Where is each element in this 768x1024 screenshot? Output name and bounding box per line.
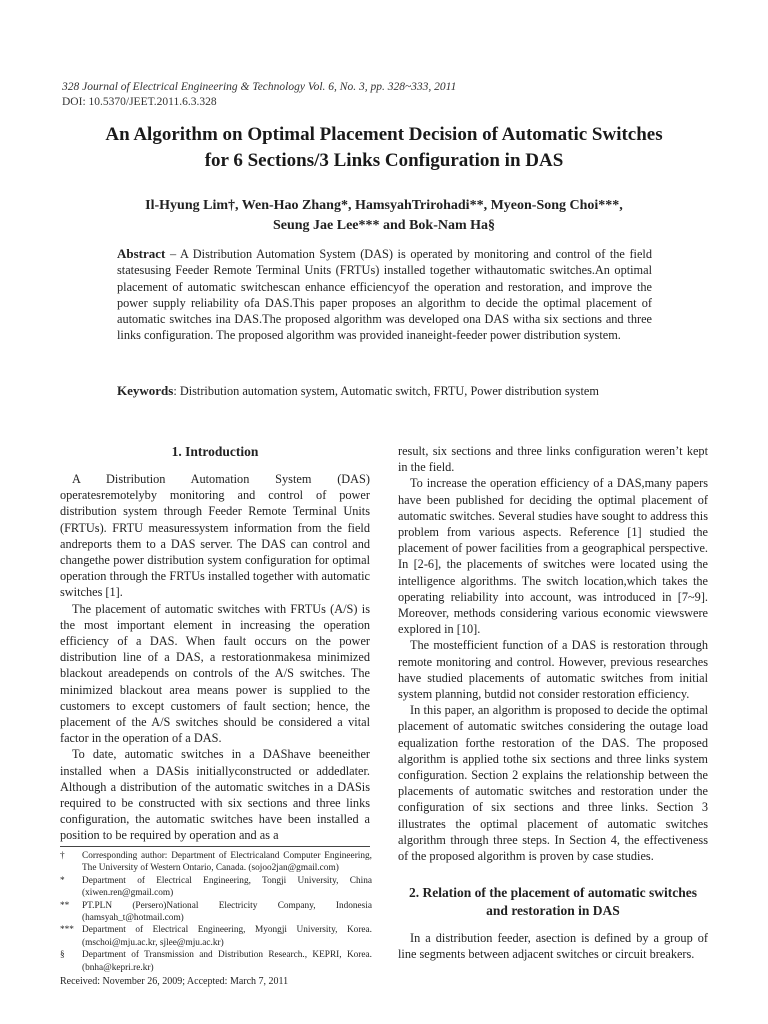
author-list	[60, 196, 708, 236]
intro-paragraph-2: The placement of automatic switches with FRTUs (A/S) is the most important element in increasing the operation efficiency of a DAS. When fault occurs on the power distribution line of a DAS, a restorationmakesa minimized blackout areadepends on controls of the A/S switches. The minimized blackout area means power is supplied to the customers to except customers of fault section; hence, the placement of the A/S switches should be considered a vital factor in the operation of a DAS.	[60, 601, 370, 746]
keywords-label: Keywords	[117, 383, 174, 398]
section-2-heading-line-2: and restoration in DAS	[486, 903, 620, 919]
left-column	[60, 443, 370, 844]
abstract-label: Abstract	[117, 246, 166, 261]
journal-header	[62, 80, 456, 110]
footnote-item	[60, 924, 372, 949]
footnotes	[60, 850, 372, 988]
authors-line-2: Seung Jae Lee*** and Bok-Nam Ha§	[272, 218, 496, 233]
footnote-text: PT.PLN (Persero)National Electricity Company, Indonesia (hamsyah_t@hotmail.com)	[82, 900, 372, 924]
title-line-1: An Algorithm on Optimal Placement Decision of Automatic Switches	[105, 124, 663, 145]
journal-citation: 328 Journal of Electrical Engineering & Technology Vol. 6, No. 3, pp. 328~333, 2011	[62, 81, 457, 93]
footnote-mark: †	[60, 851, 65, 861]
doi: DOI: 10.5370/JEET.2011.6.3.328	[62, 96, 217, 108]
footnote-item	[60, 900, 372, 925]
intro-paragraph-5: The mostefficient function of a DAS is restoration through remote monitoring and control. However, previous researches have studied placements of automatic switches from initial system planning, butdid not consider restoration efficiency.	[398, 638, 708, 702]
footnote-mark: ***	[60, 925, 74, 936]
intro-paragraph-1: A Distribution Automation System (DAS) operatesremotelyby monitoring and control of power distribution system through Feeder Remote Terminal Units (FRTUs). FRTU measuressystem information from the field andreports them to a DAS server. The DAS can control and changethe power distribution system configuration for optimal operation through the FRTUs installed together with automatic switches [1].	[60, 472, 370, 600]
footnote-item	[60, 949, 372, 974]
abstract-text: – A Distribution Automation System (DAS) is operated by monitoring and control of the field statesusing Feeder Remote Terminal Units (FRTUs) installed together withautomatic switches.An optimal placement of automatic switchescan enhance efficiencyof the operation and restoration, and improve the power supply reliability ofa DAS.This paper proposes an algorithm to decide the optimal placement of automatic switches ina DAS.The proposed algorithm was developed ona DAS witha six sections and three links configuration. The proposed algorithm was provided inaneight-feeder power distribution system.	[117, 247, 652, 343]
footnote-mark: *	[60, 875, 65, 886]
title-line-2: for 6 Sections/3 Links Configuration in DAS	[204, 150, 564, 171]
intro-paragraph-6: In this paper, an algorithm is proposed to decide the optimal placement of automatic switches considering the outage load equalization forthe restoration of the DAS. The proposed algorithm is applied tothe six sections and three links system configuration. Section 2 explains the relationship between the placements of automatic switches and restoration under the configuration of six sections and three links. Section 3 illustrates the optimal placement of automatic switches algorithm through three steps. In Section 4, the effectiveness of the proposed algorithm is proven by case studies.	[398, 703, 708, 864]
authors-line-1: Il-Hyung Lim†, Wen-Hao Zhang*, HamsyahTrirohadi**, Myeon-Song Choi***,	[145, 198, 623, 213]
received-dates: Received: November 26, 2009; Accepted: March 7, 2011	[60, 976, 289, 988]
footnote-text: Corresponding author: Department of Electricaland Computer Engineering, The University of Western Ontario, Canada. (sojoo2jan@gmail.com)	[82, 851, 372, 874]
section-2-paragraph-1: In a distribution feeder, asection is defined by a group of line segments between adjacent switches or circuit breakers.	[398, 931, 708, 962]
section-2-heading-line-1: 2. Relation of the placement of automatic switches	[409, 885, 697, 901]
footnote-text: Department of Transmission and Distribution Research., KEPRI, Korea.(bnha@kepri.re.kr)	[82, 950, 372, 973]
footnote-divider	[60, 846, 370, 847]
abstract	[117, 246, 652, 344]
intro-continued-paragraph: result, six sections and three links configuration weren’t kept in the field.	[398, 444, 708, 475]
footnote-mark: **	[60, 900, 70, 911]
footnote-text: Department of Electrical Engineering, Myongji University, Korea.(mschoi@mju.ac.kr, sjlee@mju.ac.kr)	[82, 925, 372, 948]
right-column	[398, 443, 708, 963]
footnote-text: Department of Electrical Engineering, Tongji University, China (xiwen.ren@gmail.com)	[82, 875, 372, 899]
footnote-mark: §	[60, 950, 65, 961]
intro-paragraph-3: To date, automatic switches in a DAShave beeneither installed when a DASis initiallyconstructed or addedlater. Although a distribution of the automatic switches in a DASis required to be constructed with six sections and three links configuration, the automatic switches have been installed a position to be required by operation and as a	[60, 747, 370, 843]
paper-title	[40, 122, 728, 174]
section-1-heading: 1. Introduction	[171, 444, 259, 459]
intro-paragraph-4: To increase the operation efficiency of a DAS,many papers have been published for deciding the optimal placement of automatic switches. Several studies have sought to address this problem from various aspects. Reference [1] studied the placement of power facilities from a geographical perspective. In [2-6], the placements of switches were located using the intelligence algorithms. The switch location,which takes the operating reliability into account, was introduced in [7~9]. Moreover, methods considering various economic viewswere explored in [10].	[398, 476, 708, 637]
section-2-heading	[398, 884, 708, 920]
keywords-text: : Distribution automation system, Automatic switch, FRTU, Power distribution system	[173, 384, 599, 398]
footnote-item	[60, 850, 372, 875]
keywords	[117, 383, 677, 399]
footnote-item	[60, 875, 372, 900]
